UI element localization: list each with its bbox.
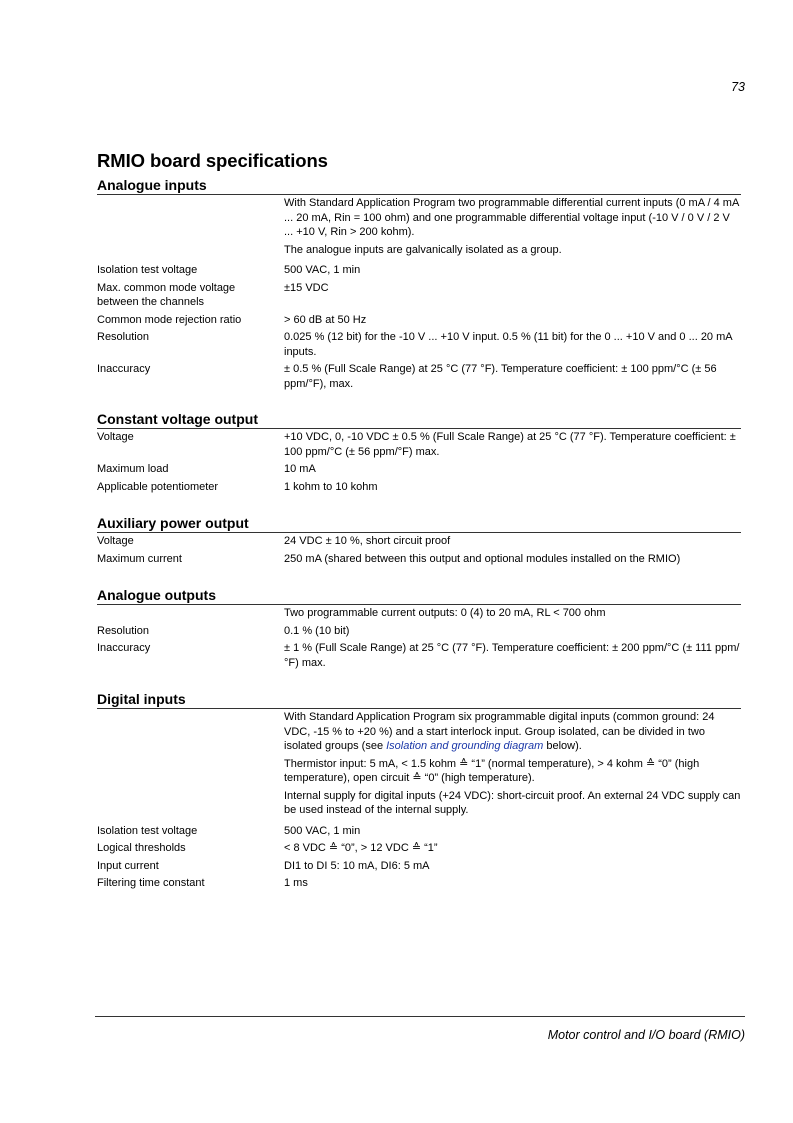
spec-row bbox=[97, 362, 741, 391]
page-title: RMIO board specifications bbox=[97, 150, 328, 171]
spec-row bbox=[97, 480, 741, 495]
section-digital-inputs bbox=[97, 690, 741, 894]
spec-value: 500 VAC, 1 min bbox=[284, 824, 361, 837]
section-heading: Constant voltage output bbox=[97, 410, 741, 429]
section-analogue-inputs bbox=[97, 176, 741, 394]
footer-chapter-title: Motor control and I/O board (RMIO) bbox=[547, 1028, 745, 1042]
page-number: 73 bbox=[731, 80, 745, 94]
spec-note: Thermistor input: 5 mA, < 1.5 kohm ≙ “1” (normal temperature), > 4 kohm ≙ “0” (high temperature), open circuit ≙ “0” (high temperature). bbox=[284, 757, 700, 784]
spec-value: DI1 to DI 5: 10 mA, DI6: 5 mA bbox=[284, 859, 430, 872]
spec-value: < 8 VDC ≙ “0”, > 12 VDC ≙ “1” bbox=[284, 842, 438, 854]
spec-value: 500 VAC, 1 min bbox=[284, 264, 361, 276]
spec-value: > 60 dB at 50 Hz bbox=[284, 313, 367, 326]
spec-label: Resolution bbox=[97, 624, 149, 637]
section-heading: Auxiliary power output bbox=[97, 514, 741, 533]
spec-value: 10 mA bbox=[284, 463, 316, 475]
spec-row bbox=[97, 624, 741, 639]
spec-note: With Standard Application Program two programmable differential current inputs (0 mA / 4 mA ... 20 mA, Rin = 100 ohm) and one programmable differential voltage input (-10 V / 0 V / 2 V ... +10 V, Rin > 200 kohm). bbox=[284, 197, 739, 238]
spec-label: Isolation test voltage bbox=[97, 264, 198, 276]
spec-label: Input current bbox=[97, 859, 159, 872]
spec-label: Filtering time constant bbox=[97, 877, 205, 889]
spec-value: +10 VDC, 0, -10 VDC ± 0.5 % (Full Scale Range) at 25 °C (77 °F). Temperature coefficient: ± 100 ppm/°C (± 56 ppm/°F) max. bbox=[284, 431, 736, 458]
spec-label: Logical thresholds bbox=[97, 842, 186, 854]
spec-row bbox=[97, 330, 741, 359]
spec-label: Applicable potentiometer bbox=[97, 480, 219, 493]
spec-label: Isolation test voltage bbox=[97, 824, 198, 837]
spec-row bbox=[97, 859, 741, 874]
spec-row bbox=[97, 196, 741, 260]
section-analogue-outputs bbox=[97, 586, 741, 673]
spec-label: Max. common mode voltage between the channels bbox=[97, 281, 236, 308]
spec-note: With Standard Application Program six programmable digital inputs (common ground: 24 VDC, -15 % to +20 %) and a start interlock input. Group isolated, can be divided in two isolated groups (see Isolation and grounding diagram below). bbox=[284, 711, 715, 752]
spec-row bbox=[97, 824, 741, 839]
spec-label: Voltage bbox=[97, 431, 134, 443]
footer-divider bbox=[95, 1016, 745, 1017]
spec-value: ± 1 % (Full Scale Range) at 25 °C (77 °F). Temperature coefficient: ± 200 ppm/°C (± 111 ppm/°F) max. bbox=[284, 642, 740, 669]
spec-row bbox=[97, 430, 741, 459]
section-heading: Digital inputs bbox=[97, 690, 741, 709]
spec-row bbox=[97, 534, 741, 549]
spec-row bbox=[97, 281, 741, 310]
spec-note: Two programmable current outputs: 0 (4) to 20 mA, RL < 700 ohm bbox=[284, 607, 606, 619]
spec-label: Maximum load bbox=[97, 463, 169, 475]
spec-value: 24 VDC ± 10 %, short circuit proof bbox=[284, 535, 451, 547]
isolation-grounding-diagram-link[interactable]: Isolation and grounding diagram bbox=[386, 740, 544, 752]
spec-row bbox=[97, 462, 741, 477]
spec-row bbox=[97, 710, 741, 821]
spec-label: Maximum current bbox=[97, 552, 182, 565]
section-constant-voltage-output bbox=[97, 410, 741, 497]
spec-value: 0.025 % (12 bit) for the -10 V ... +10 V input. 0.5 % (11 bit) for the 0 ... +10 V and 0 ... 20 mA inputs. bbox=[284, 331, 732, 358]
spec-label: Inaccuracy bbox=[97, 642, 151, 654]
section-auxiliary-power-output bbox=[97, 514, 741, 569]
spec-value: ± 0.5 % (Full Scale Range) at 25 °C (77 °F). Temperature coefficient: ± 100 ppm/°C (± 56 ppm/°F), max. bbox=[284, 363, 717, 390]
spec-value: ±15 VDC bbox=[284, 281, 329, 294]
spec-value: 0.1 % (10 bit) bbox=[284, 624, 350, 637]
spec-row bbox=[97, 313, 741, 328]
spec-row bbox=[97, 841, 741, 856]
spec-row bbox=[97, 552, 741, 567]
spec-note: The analogue inputs are galvanically isolated as a group. bbox=[284, 243, 562, 256]
spec-row bbox=[97, 263, 741, 278]
spec-value: 1 kohm to 10 kohm bbox=[284, 480, 378, 493]
spec-row bbox=[97, 641, 741, 670]
spec-label: Inaccuracy bbox=[97, 363, 151, 375]
spec-note: Internal supply for digital inputs (+24 VDC): short-circuit proof. An external 24 VDC supply can be used instead of the internal supply. bbox=[284, 789, 741, 816]
spec-label: Resolution bbox=[97, 331, 149, 343]
spec-label: Voltage bbox=[97, 535, 134, 547]
spec-row bbox=[97, 606, 741, 621]
spec-row bbox=[97, 876, 741, 891]
spec-value: 1 ms bbox=[284, 877, 308, 889]
section-heading: Analogue outputs bbox=[97, 586, 741, 605]
spec-label: Common mode rejection ratio bbox=[97, 313, 242, 326]
section-heading: Analogue inputs bbox=[97, 176, 741, 195]
spec-value: 250 mA (shared between this output and optional modules installed on the RMIO) bbox=[284, 552, 681, 565]
